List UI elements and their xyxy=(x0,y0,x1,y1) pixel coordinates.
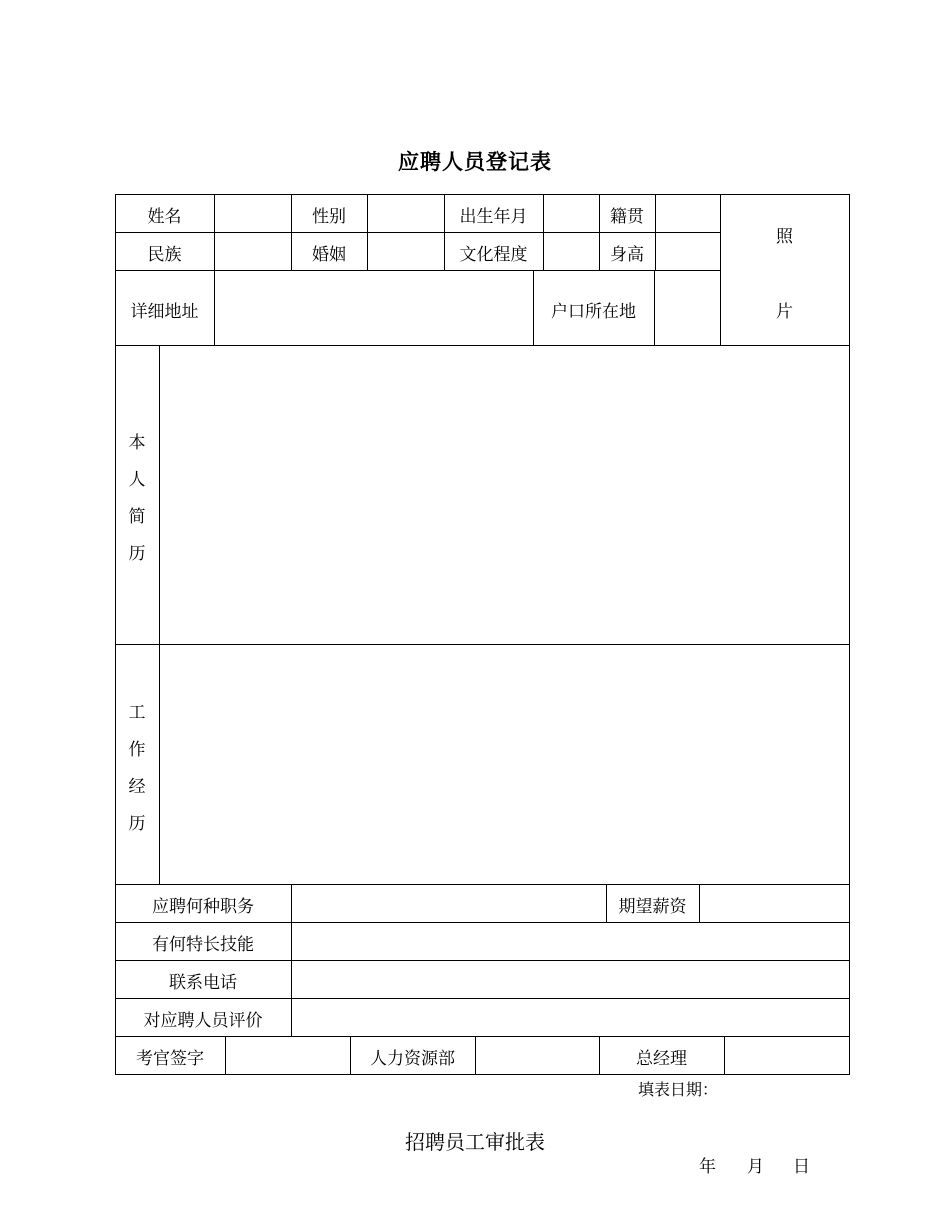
salary-label: 期望薪资 xyxy=(618,897,687,917)
native-place-field[interactable] xyxy=(656,195,720,232)
address-label: 详细地址 xyxy=(130,302,199,322)
skills-field[interactable] xyxy=(292,923,849,960)
name-field[interactable] xyxy=(215,195,291,232)
gender-field[interactable] xyxy=(368,195,444,232)
education-field[interactable] xyxy=(544,233,599,270)
native-place-label: 籍贯 xyxy=(610,207,644,227)
approval-title: 招聘员工审批表 xyxy=(405,1130,545,1154)
general-manager-field[interactable] xyxy=(725,1037,849,1074)
examiner-sign-field[interactable] xyxy=(226,1037,350,1074)
birth-label: 出生年月 xyxy=(459,207,528,227)
ethnicity-field[interactable] xyxy=(215,233,291,270)
resume-label: 本 人 简 历 xyxy=(128,433,146,564)
general-manager-label: 总经理 xyxy=(636,1049,687,1069)
position-field[interactable] xyxy=(292,885,606,922)
year-label: 年 xyxy=(699,1157,716,1177)
phone-field[interactable] xyxy=(292,961,849,998)
photo-label-bottom: 片 xyxy=(776,302,793,322)
gender-label: 性别 xyxy=(312,207,346,227)
hukou-field[interactable] xyxy=(655,271,720,345)
resume-field[interactable] xyxy=(160,346,849,644)
salary-field[interactable] xyxy=(700,885,849,922)
phone-label: 联系电话 xyxy=(169,973,237,993)
ethnicity-label: 民族 xyxy=(147,245,182,265)
work-experience-label: 工 作 经 历 xyxy=(128,703,146,834)
marriage-label: 婚姻 xyxy=(312,245,346,265)
fill-date-label: 填表日期： xyxy=(638,1080,719,1099)
month-label: 月 xyxy=(747,1157,764,1177)
examiner-sign-label: 考官签字 xyxy=(136,1049,204,1069)
work-experience-field[interactable] xyxy=(160,645,849,884)
hukou-label: 户口所在地 xyxy=(551,302,636,322)
evaluation-field[interactable] xyxy=(292,999,849,1036)
height-label: 身高 xyxy=(610,245,644,265)
hr-department-field[interactable] xyxy=(476,1037,599,1074)
form-title: 应聘人员登记表 xyxy=(398,150,552,174)
marriage-field[interactable] xyxy=(368,233,444,270)
skills-label: 有何特长技能 xyxy=(152,935,254,955)
day-label: 日 xyxy=(793,1157,810,1177)
evaluation-label: 对应聘人员评价 xyxy=(143,1011,263,1031)
address-field[interactable] xyxy=(215,271,533,345)
hr-department-label: 人力资源部 xyxy=(370,1049,455,1069)
birth-field[interactable] xyxy=(544,195,599,232)
position-label: 应聘何种职务 xyxy=(152,897,254,917)
height-field[interactable] xyxy=(656,233,720,270)
education-label: 文化程度 xyxy=(459,245,528,265)
name-label: 姓名 xyxy=(147,207,182,227)
photo-label-top: 照 xyxy=(776,227,793,247)
